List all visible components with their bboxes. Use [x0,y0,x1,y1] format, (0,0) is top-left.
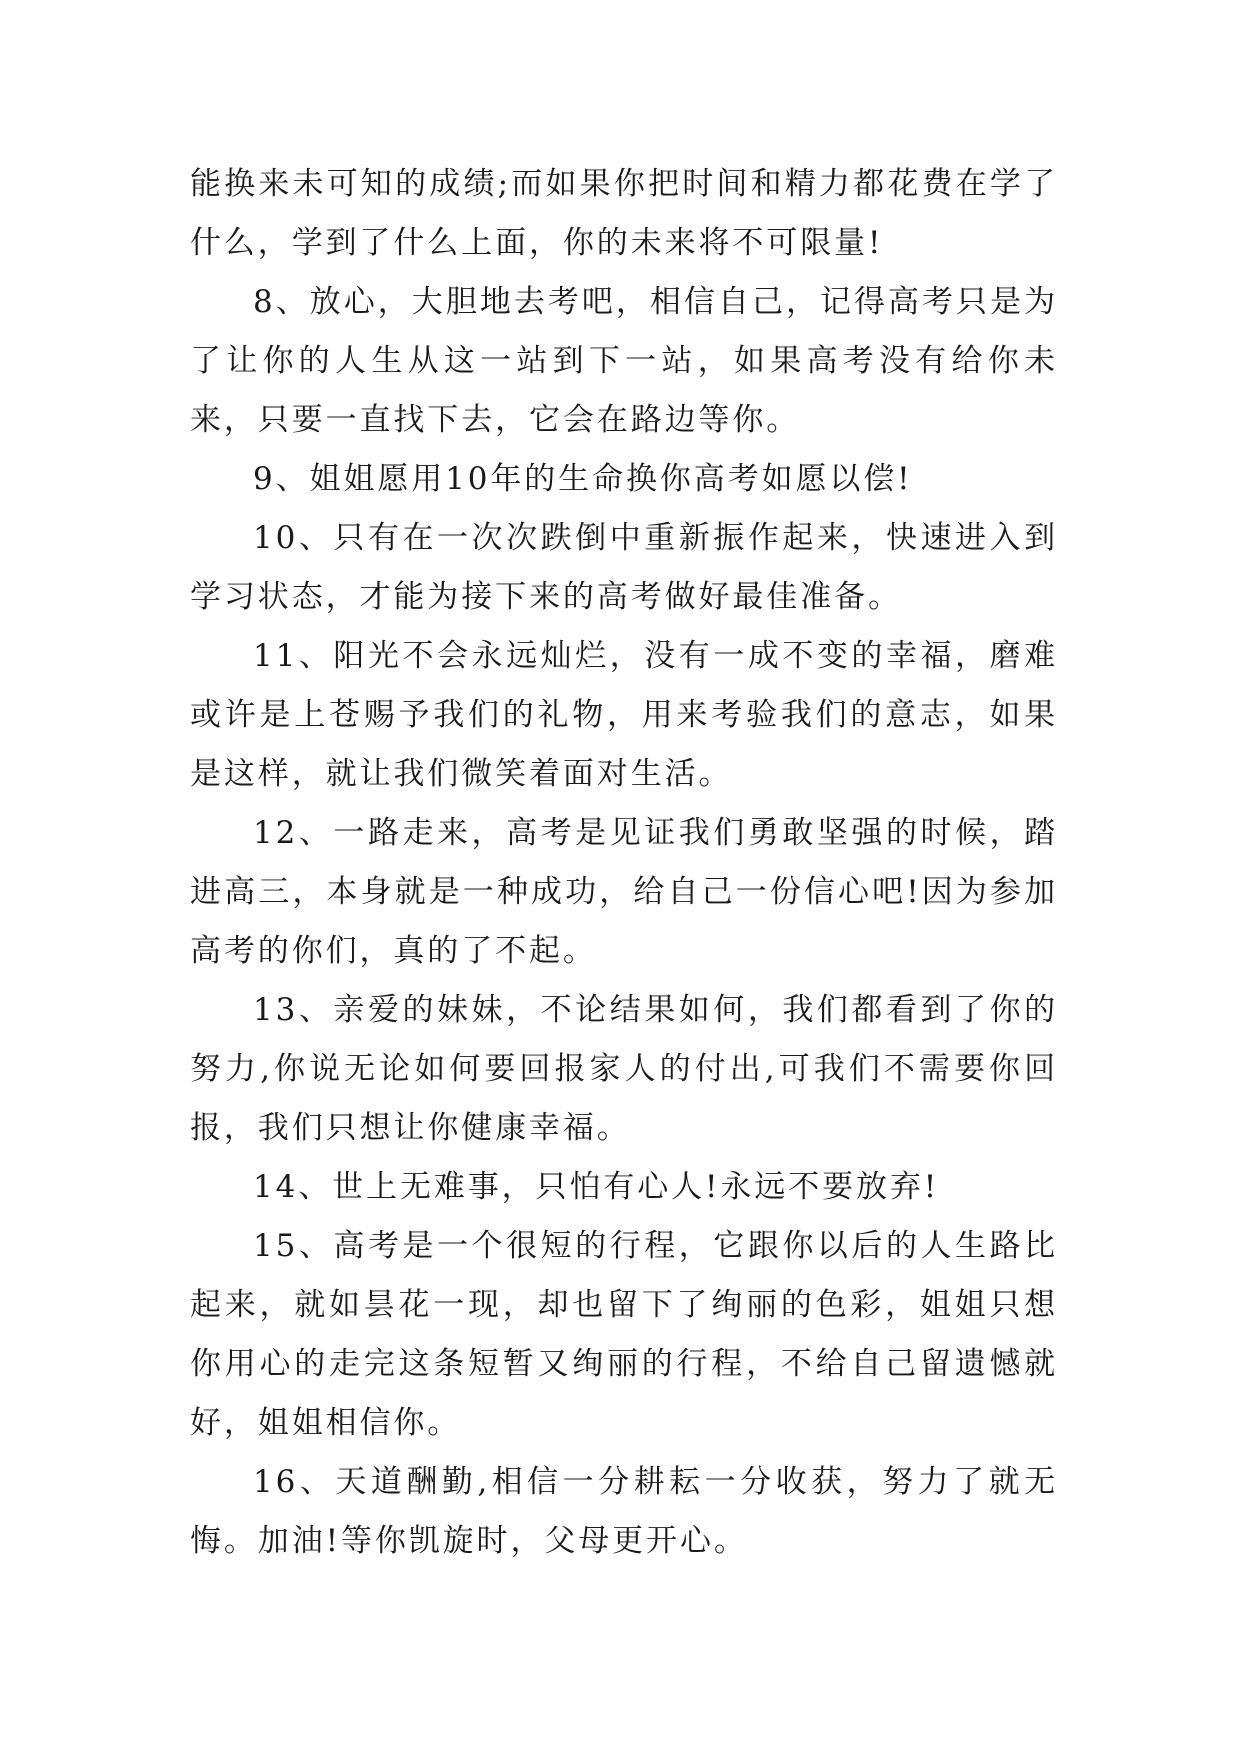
paragraph-item-11: 11、阳光不会永远灿烂，没有一成不变的幸福，磨难或许是上苍赐予我们的礼物，用来考验我们的意志，如果是这样，就让我们微笑着面对生活。 [190,638,1058,792]
document-body [190,155,1058,1571]
paragraph-item-10: 10、只有在一次次跌倒中重新振作起来，快速进入到学习状态，才能为接下来的高考做好最佳准备。 [190,520,1058,615]
paragraph-item-15: 15、高考是一个很短的行程，它跟你以后的人生路比起来，就如昙花一现，却也留下了绚丽的色彩，姐姐只想你用心的走完这条短暂又绚丽的行程，不给自己留遗憾就好，姐姐相信你。 [190,1228,1058,1441]
paragraph-item-16: 16、天道酬勤,相信一分耕耘一分收获，努力了就无悔。加油!等你凯旋时，父母更开心。 [190,1464,1058,1559]
paragraph-item-8: 8、放心，大胆地去考吧，相信自己，记得高考只是为了让你的人生从这一站到下一站，如果高考没有给你未来，只要一直找下去，它会在路边等你。 [190,284,1058,438]
paragraph-item-12: 12、一路走来，高考是见证我们勇敢坚强的时候，踏进高三，本身就是一种成功，给自己一份信心吧!因为参加高考的你们，真的了不起。 [190,815,1058,969]
paragraph-item-9: 9、姐姐愿用10年的生命换你高考如愿以偿! [253,461,913,497]
paragraph-item-14: 14、世上无难事，只怕有心人!永远不要放弃! [253,1169,940,1205]
paragraph-item-13: 13、亲爱的妹妹，不论结果如何，我们都看到了你的努力,你说无论如何要回报家人的付出,可我们不需要你回报，我们只想让你健康幸福。 [190,992,1058,1146]
paragraph-continued: 能换来未可知的成绩;而如果你把时间和精力都花费在学了什么，学到了什么上面，你的未来将不可限量! [190,166,1058,261]
